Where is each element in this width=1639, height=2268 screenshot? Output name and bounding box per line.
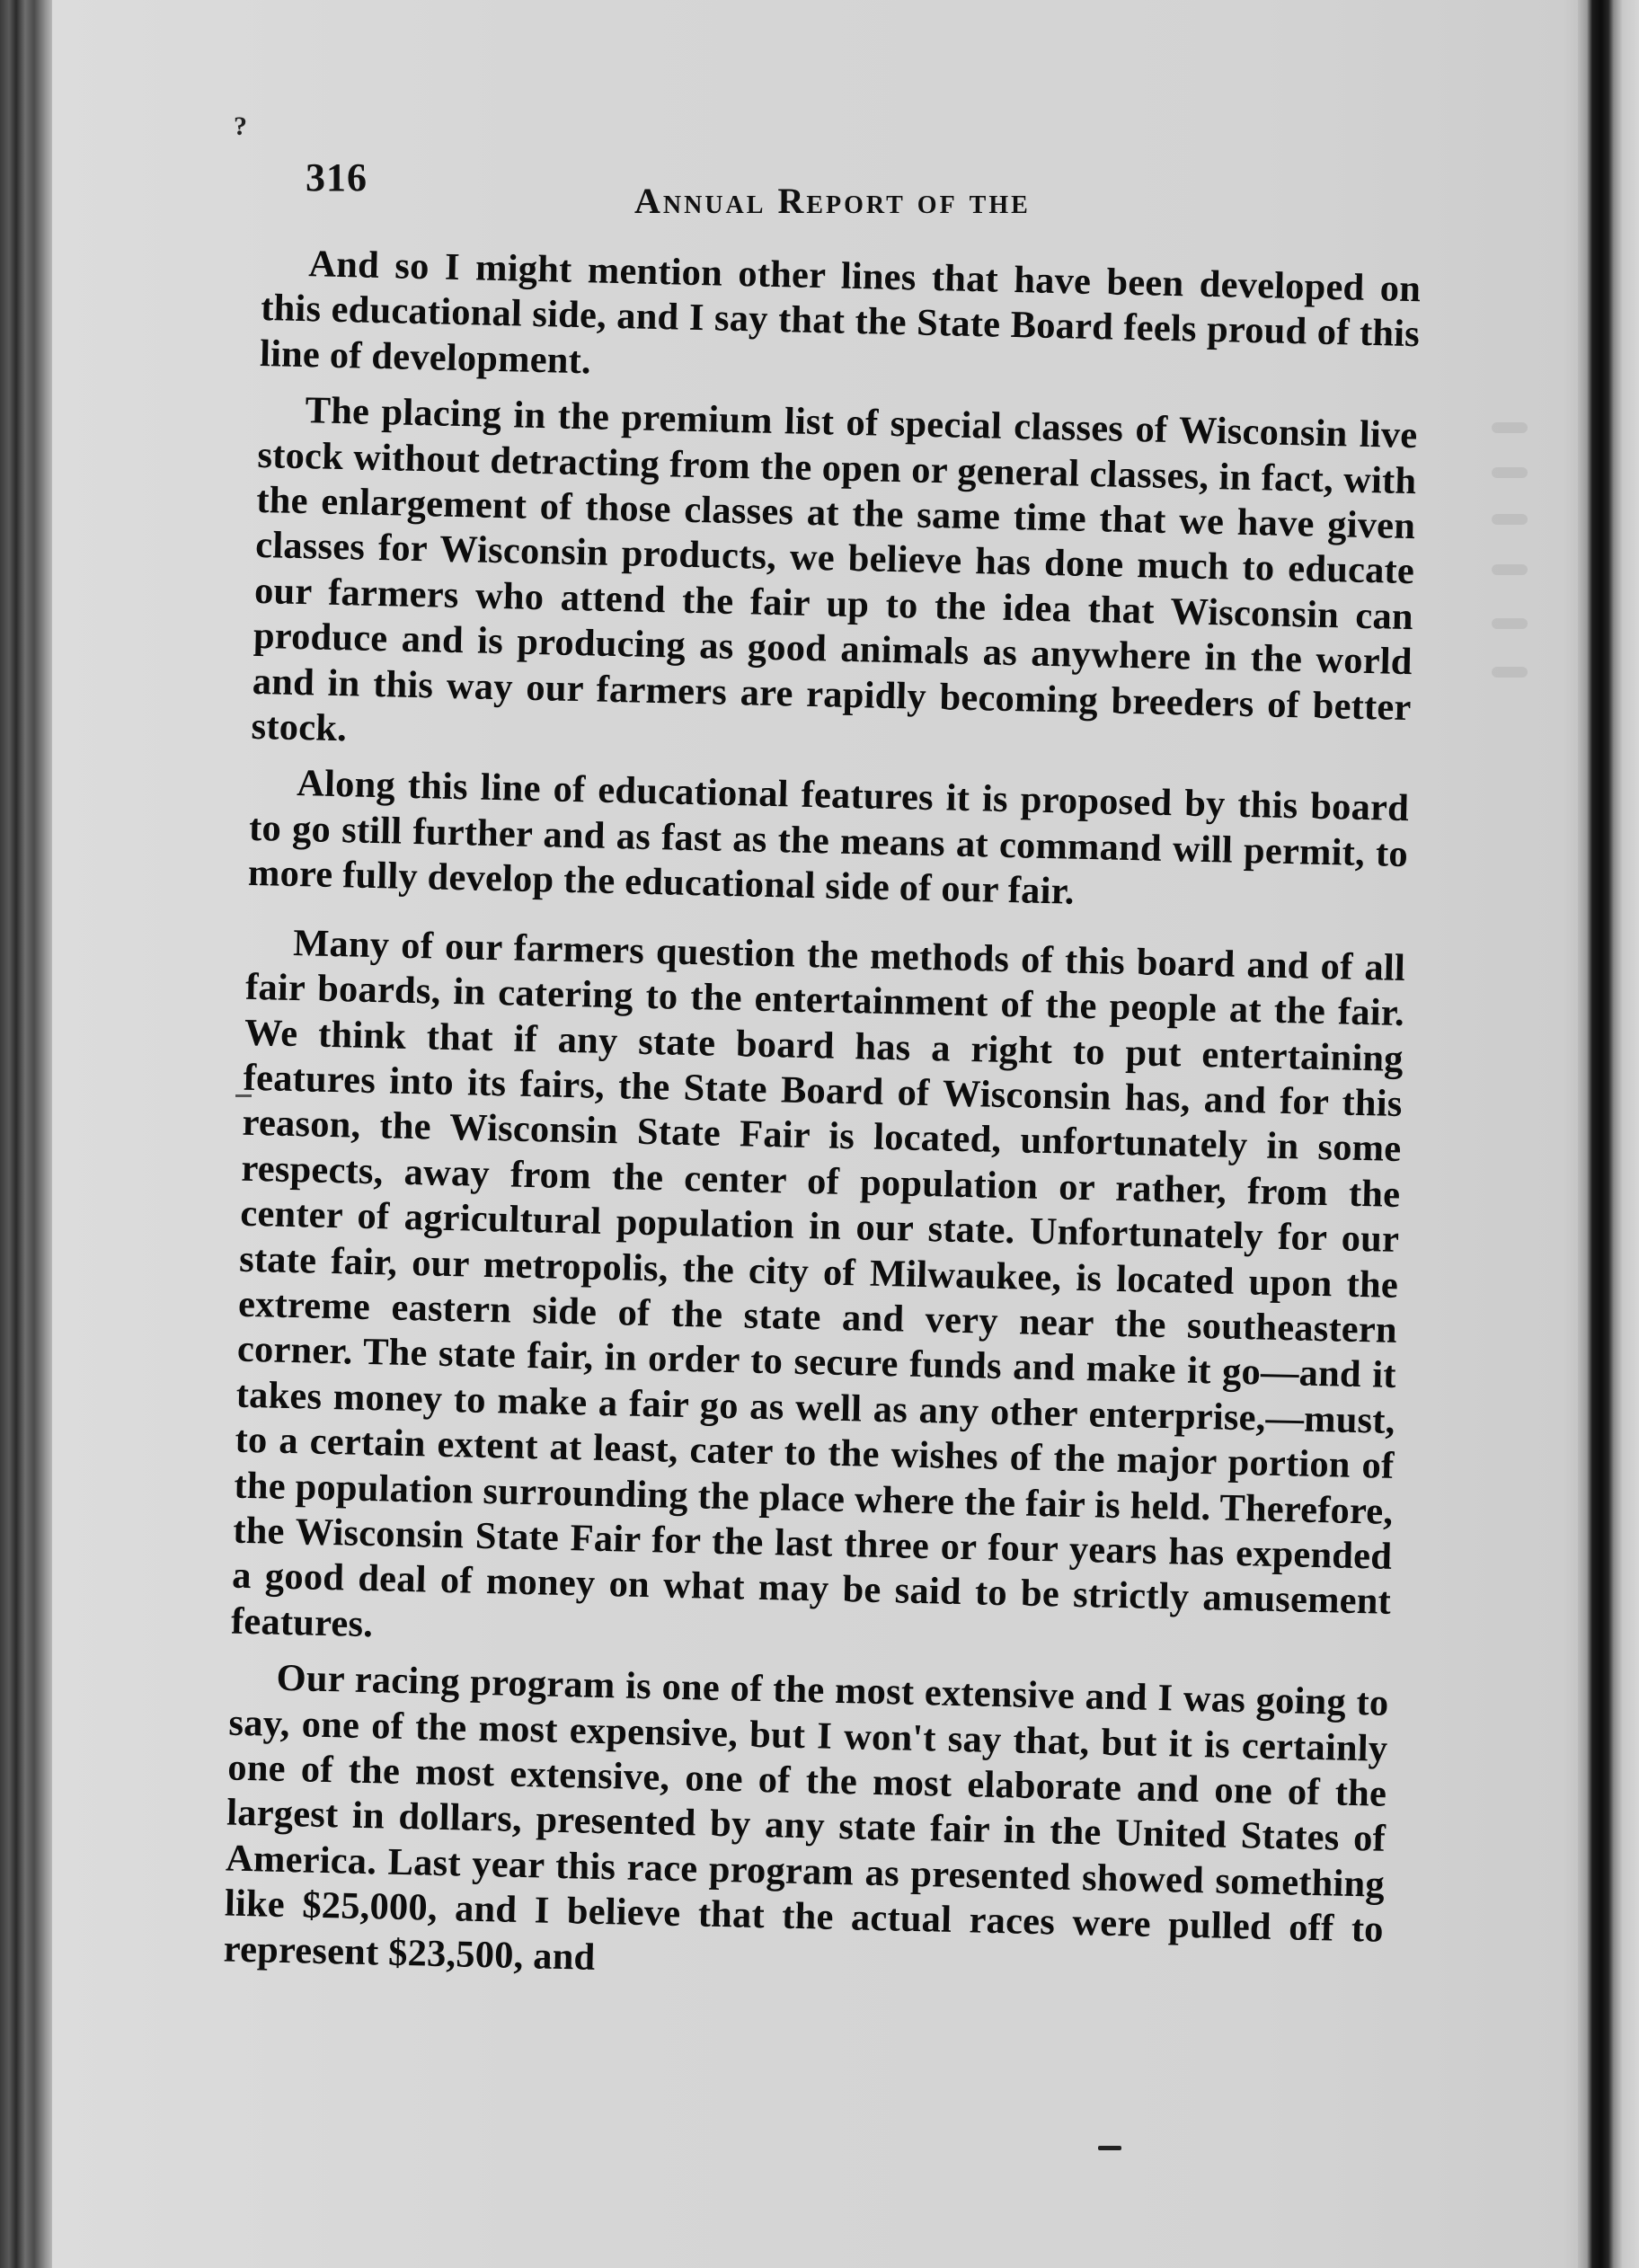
running-head: Annual Report of the [634, 181, 1031, 221]
stray-mark: ? [234, 111, 247, 141]
paragraph-2: The placing in the premium list of special classes of Wisconsin live stock without detracting from the open or general classes, in fact, with the enlargement of those classes at the same time that we have given classes for Wisconsin products, we believe has done much to educate our farmers who attend the fair up to the idea that Wisconsin can produce and is producing as good animals as anywhere in the world and in this way our farmers are rapidly becoming breeders of better stock. [251, 389, 1418, 750]
bleed-through-mark [1492, 564, 1528, 575]
paragraph-5: Our racing program is one of the most extensive and I was going to say, one of the most expensive, but I won't say that, but it is certainly one of the most extensive, one of the most elaborate and one of the largest in dollars, presented by any state fair in the United States of America. Last year this race program as presented showed something like $25,000, and I believe that the actual races were pulled off to represent $23,500, and [223, 1656, 1389, 1979]
book-binding-left-edge [0, 0, 52, 2268]
paragraph-1: And so I might mention other lines that have been developed on this educational side, and I say that the State Board feels proud of this line of development. [259, 243, 1422, 383]
book-binding-right-edge [1578, 0, 1639, 2268]
body-text [223, 241, 1422, 2009]
bleed-through-mark [1492, 422, 1528, 433]
footer-mark [1098, 2146, 1121, 2150]
bleed-through-mark [1492, 618, 1528, 629]
bleed-through-mark [1492, 514, 1528, 525]
paragraph-4: Many of our farmers question the methods of this board and of all fair boards, in catering to the entertainment of the people at the fair. We think that if any state board has a right to put entertaining features into its fairs, the State Board of Wisconsin has, and for this reason, the Wisconsin State Fair is located, unfortunately in some respects, away from the center of population or rather, from the center of agricultural population in our state. Unfortunately for our state fair, our metropolis, the city of Milwaukee, is located upon the extreme eastern side of the state and very near the southeastern corner. The state fair, in order to secure funds and make it go—and it takes money to make a fair go as well as any other enterprise,—must, to a certain extent at least, cater to the wishes of the major portion of the population surrounding the place where the fair is held. Therefore, the Wisconsin State Fair for the last three or four years has expended a good deal of money on what may be said to be strictly amusement features. [230, 921, 1406, 1645]
bleed-through-mark [1492, 467, 1528, 478]
paragraph-3: Along this line of educational features it is proposed by this board to go still further and as fast as the means at command will permit, to more fully develop the educational side of our fair. [247, 762, 1410, 913]
bleed-through-mark [1492, 667, 1528, 678]
page-number: 316 [306, 155, 368, 199]
